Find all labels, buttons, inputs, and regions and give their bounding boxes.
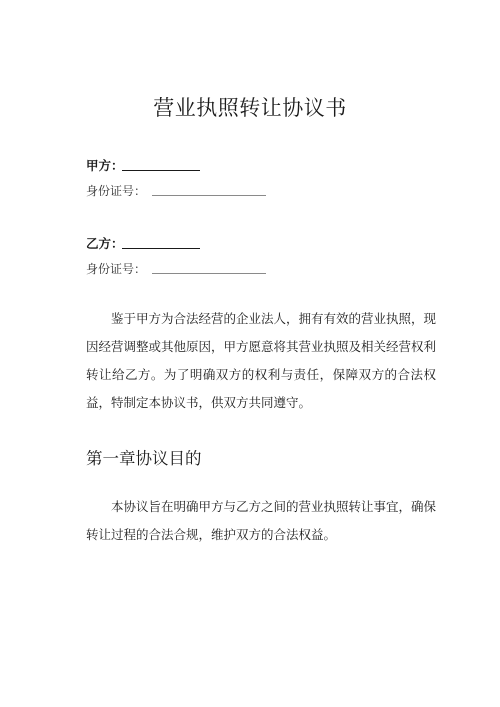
- party-b-name-blank: [122, 248, 200, 249]
- party-a-label: 甲方：: [86, 158, 124, 173]
- intro-paragraph: 鉴于甲方为合法经营的企业法人，拥有有效的营业执照，现因经营调整或其他原因，甲方愿意将其营业执照及相关经营权利转让给乙方。为了明确双方的权利与责任，保障双方的合法权益，特制定本协议书，供双方共同遵守。: [86, 311, 437, 410]
- party-b-label: 乙方：: [86, 236, 124, 251]
- party-b-id-label: 身份证号：: [86, 262, 147, 276]
- chapter-1-paragraph: 本协议旨在明确甲方与乙方之间的营业执照转让事宜，确保转让过程的合法合规，维护双方的合法权益。: [86, 499, 437, 542]
- party-a-id-label: 身份证号：: [86, 184, 147, 198]
- party-a-name-blank: [122, 170, 200, 171]
- party-a-id-blank: [152, 195, 266, 196]
- chapter-1-heading: 第一章协议目的: [86, 449, 202, 468]
- document-title: 营业执照转让协议书: [153, 96, 347, 120]
- party-b-id-blank: [152, 273, 266, 274]
